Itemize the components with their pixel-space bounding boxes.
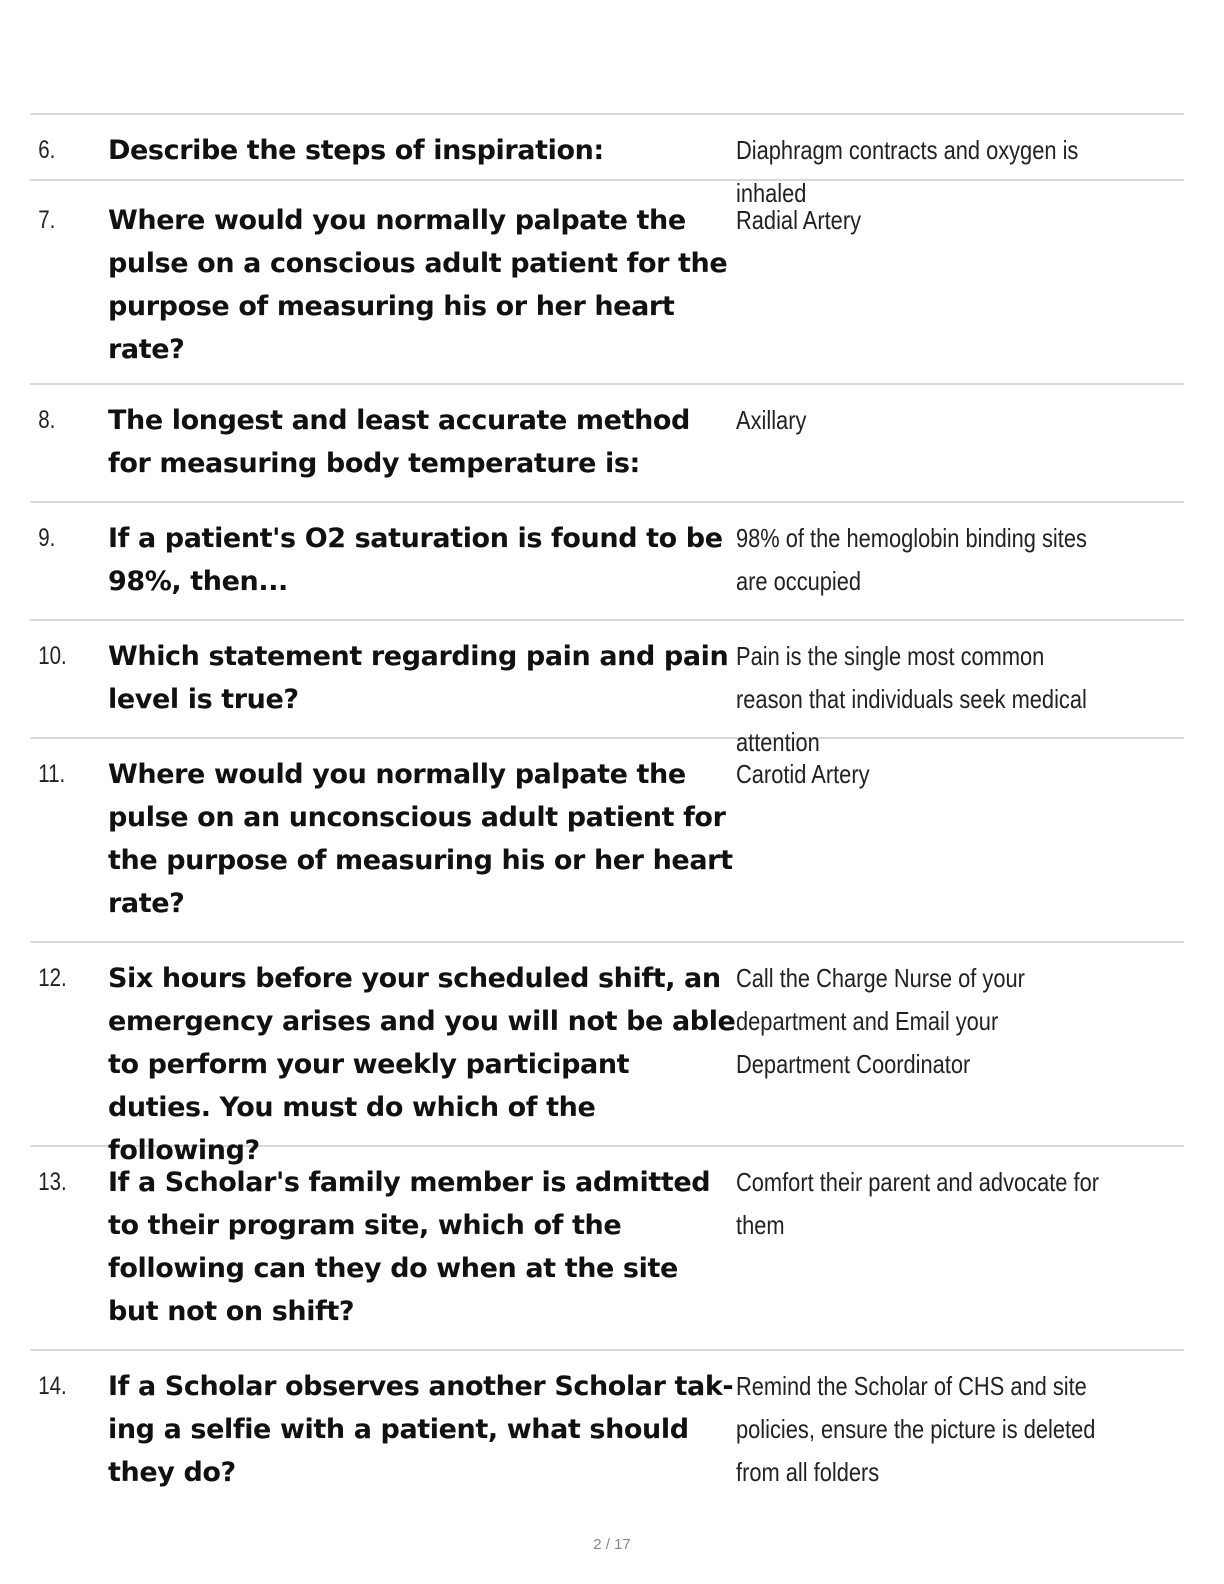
question-text: If a Scholar's family member is admitted to their program site, which of the following can they do when at the site but not on shift? — [108, 1167, 711, 1327]
question-text: If a patient's O2 saturation is found to be 98%, then... — [108, 523, 723, 597]
question-number: 14. — [38, 1372, 67, 1400]
table-row — [30, 181, 1184, 385]
question-text: Six hours before your scheduled shift, an emergency arises and you will not be able to perform your weekly participant duties. You must do which of the following? — [108, 963, 736, 1166]
page-number: 2 / 17 — [593, 1536, 631, 1553]
answer-text: Diaphragm contracts and oxygen is inhaled — [736, 135, 1079, 208]
question-number: 8. — [38, 406, 56, 434]
table-row — [30, 503, 1184, 621]
answer-text: Call the Charge Nurse of your department and Email your Department Coordinator — [736, 963, 1025, 1079]
qa-table — [30, 113, 1184, 1501]
question-text: Where would you normally palpate the pulse on an unconscious adult patient for the purpose of measuring his or her heart rate? — [108, 759, 733, 919]
question-number: 13. — [38, 1168, 67, 1196]
question-text: The longest and least accurate method for measuring body temperature is: — [108, 405, 690, 479]
table-row — [30, 739, 1184, 943]
answer-text: Axillary — [736, 405, 807, 435]
table-row — [30, 943, 1184, 1166]
answer-text: Radial Artery — [736, 205, 862, 235]
question-text: Where would you normally palpate the pulse on a conscious adult patient for the purpose of measuring his or her heart rate? — [108, 205, 728, 365]
question-number: 11. — [38, 760, 66, 788]
question-text: Which statement regarding pain and pain level is true? — [108, 641, 729, 715]
question-number: 7. — [38, 206, 56, 234]
answer-text: Comfort their parent and advocate for them — [736, 1167, 1099, 1240]
answer-text: Pain is the single most common reason that individuals seek medical attention — [736, 641, 1087, 757]
table-row — [30, 115, 1184, 208]
question-number: 6. — [38, 136, 56, 164]
question-number: 12. — [38, 964, 67, 992]
table-row — [30, 1351, 1184, 1501]
question-text: Describe the steps of inspiration: — [108, 135, 604, 166]
answer-text: Carotid Artery — [736, 759, 870, 789]
table-row — [30, 1147, 1184, 1351]
table-row — [30, 621, 1184, 757]
answer-text: Remind the Scholar of CHS and site policies, ensure the picture is deleted from all folders — [736, 1371, 1096, 1487]
question-text: If a Scholar observes another Scholar tak-ing a selfie with a patient, what should they do? — [108, 1371, 734, 1488]
answer-text: 98% of the hemoglobin binding sites are occupied — [736, 523, 1087, 596]
table-row — [30, 385, 1184, 503]
question-number: 10. — [38, 642, 67, 670]
question-number: 9. — [38, 524, 56, 552]
